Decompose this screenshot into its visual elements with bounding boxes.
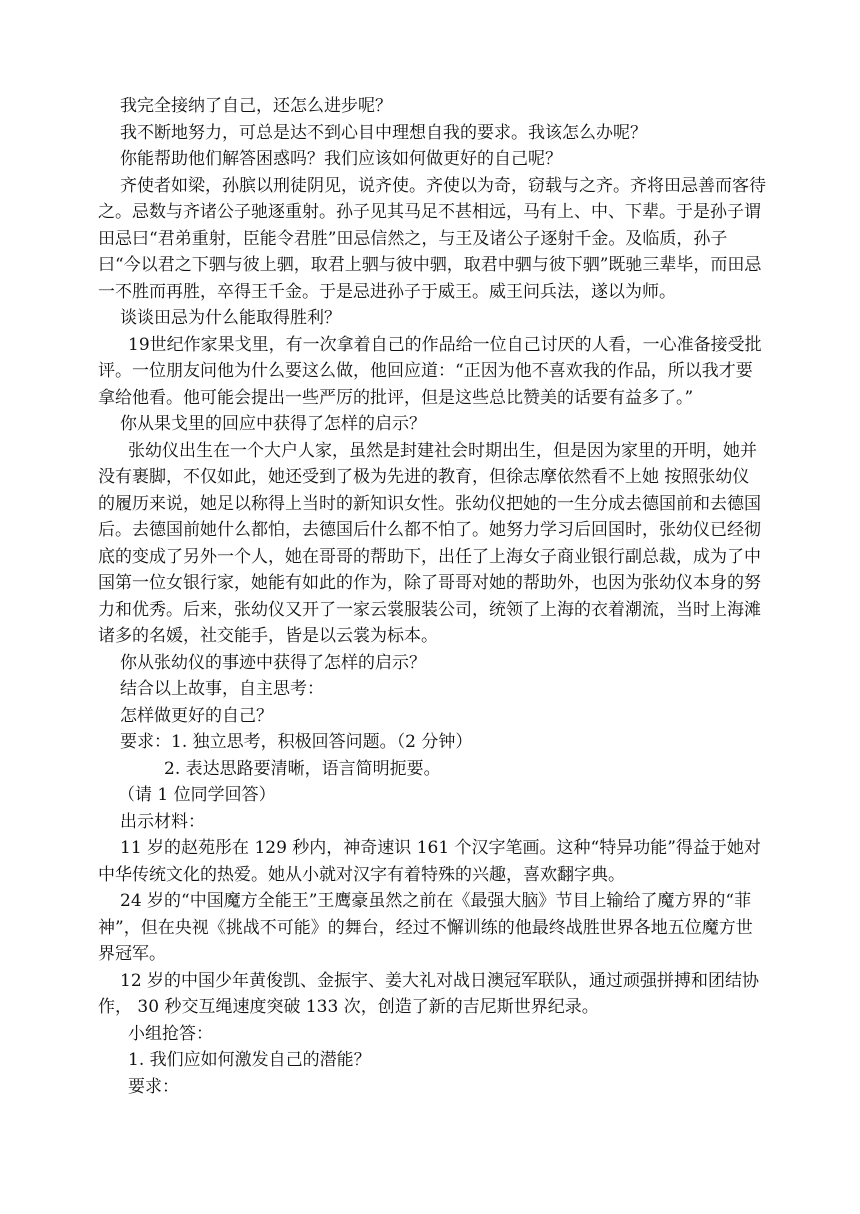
material-jump-rope: 12 岁的中国少年黄俊凯、金振宇、姜大礼对战日澳冠军联队，通过顽强拼搏和团结协作， 30 秒交互绳速度突破 133 次，创造了新的吉尼斯世界纪录。: [98, 970, 760, 1017]
group-quick-answer: 小组抢答：: [128, 1023, 213, 1044]
material-wang-yinghao: 24 岁的“中国魔方全能王”王鹰豪虽然之前在《最强大脑》节目上输给了魔方界的“菲神”，但在央视《挑战不可能》的舞台，经过不懈训练的他最终战胜世界各地五位魔方世界冠军。: [98, 891, 753, 964]
question-potential: 1. 我们应如何激发自己的潜能？: [128, 1050, 371, 1070]
requirement-1: 要求：1. 独立思考，积极回答问题。（2 分钟）: [120, 732, 473, 752]
prompt-help-answer: 你能帮助他们解答困惑吗？我们应该如何做更好的自己呢？: [120, 149, 562, 169]
question-gogol: 你从果戈里的回应中获得了怎样的启示？: [120, 414, 426, 434]
document-body: [98, 93, 766, 1100]
note-one-student: （请 1 位同学回答）: [118, 785, 276, 805]
question-better-self: 怎样做更好的自己？: [120, 705, 273, 726]
question-accept-self: 我完全接纳了自己，还怎么进步呢？: [120, 96, 392, 116]
requirement-label: 要求：: [128, 1076, 179, 1097]
question-keep-trying: 我不断地努力，可总是达不到心目中理想自我的要求。我该怎么办呢？: [120, 122, 647, 143]
requirement-2: 2. 表达思路要清晰，语言简明扼要。: [164, 758, 441, 779]
material-zhao-yuantong: 11 岁的赵苑彤在 129 秒内，神奇速识 161 个汉字笔画。这种“特异功能”得益于她对中华传统文化的热爱。她从小就对汉字有着特殊的兴趣，喜欢翻字典。: [98, 838, 761, 885]
story-gogol: 19世纪作家果戈里，有一次拿着自己的作品给一位自己讨厌的人看，一心准备接受批评。一位朋友问他为什么要这么做，他回应道：“正因为他不喜欢我的作品，所以我才要拿给他看。他可能会提出一些严厉的批评，但是这些总比赞美的话要有益多了。”: [98, 334, 762, 408]
instruction-think: 结合以上故事，自主思考：: [120, 679, 324, 699]
materials-heading: 出示材料：: [120, 811, 205, 832]
classical-text-tianji: 齐使者如梁，孙膑以刑徒阴见，说齐使。齐使以为奇，窃载与之齐。齐将田忌善而客待之。忌数与齐诸公子驰逐重射。孙子见其马足不甚相远，马有上、中、下辈。于是孙子谓田忌曰“君弟重射，臣能令君胜”田忌信然之，与王及诸公子逐射千金。及临质，孙子曰“今以君之下驷与彼上驷，取君上驷与彼中驷，取君中驷与彼下驷”既驰三辈毕，而田忌一不胜而再胜，卒得王千金。于是忌进孙子于威王。威王问兵法，遂以为师。: [98, 175, 766, 302]
story-zhang-youyi: 张幼仪出生在一个大户人家，虽然是封建社会时期出生，但是因为家里的开明，她并没有裹脚，不仅如此，她还受到了极为先进的教育，但徐志摩依然看不上她 按照张幼仪的履历来说，她足以称得上当时的新知识女性。张幼仪把她的一生分成去德国前和去德国后。去德国前她什么都怕，去德国后什么都不怕了。她努力学习后回国时，张幼仪已经彻底的变成了另外一个人，她在哥哥的帮助下，出任了上海女子商业银行副总裁，成为了中国第一位女银行家，她能有如此的作为，除了哥哥对她的帮助外，也因为张幼仪本身的努力和优秀。后来，张幼仪又开了一家云裳服装公司，统领了上海的衣着潮流，当时上海滩诸多的名媛，社交能手，皆是以云裳为标本。: [98, 440, 761, 646]
question-tianji: 谈谈田忌为什么能取得胜利？: [120, 308, 341, 328]
question-zhang-youyi: 你从张幼仪的事迹中获得了怎样的启示？: [120, 652, 426, 673]
